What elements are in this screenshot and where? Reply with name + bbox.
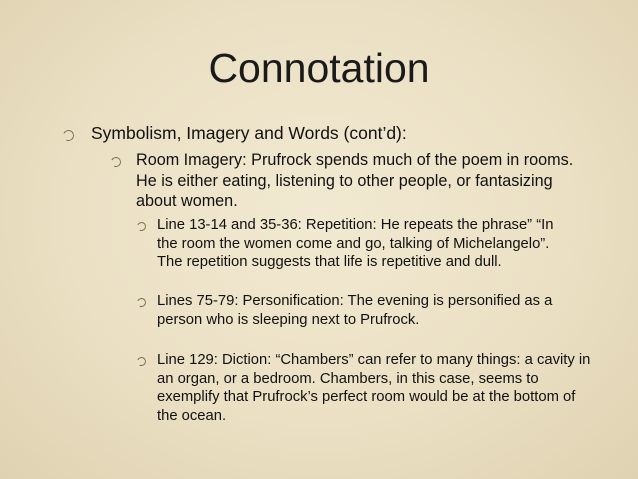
- bullet-level-3: [157, 351, 597, 425]
- bullet-text: Line 129: Diction: “Chambers” can refer to many things: a cavity in an organ, or a bedroom. Chambers, in this case, seems to exemplify that Prufrock’s perfect room would be at the bottom of the ocean.: [157, 352, 591, 424]
- bullet-text: Line 13-14 and 35-36: Repetition: He repeats the phrase” “In the room the women come and go, talking of Michelangelo”. The repetition suggests that life is repetitive and dull.: [157, 217, 554, 270]
- bullet-ring-icon: [61, 128, 75, 142]
- bullet-ring-icon: [136, 297, 148, 309]
- bullet-text: Lines 75-79: Personification: The evening is personified as a person who is sleeping next to Prufrock.: [157, 293, 553, 328]
- bullet-level-3: [157, 216, 577, 272]
- bullet-ring-icon: [110, 156, 123, 169]
- bullet-level-3: [157, 292, 577, 329]
- bullet-ring-icon: [136, 356, 148, 368]
- bullet-text: Room Imagery: Prufrock spends much of the poem in rooms. He is either eating, listening to other people, or fantasizing about women.: [136, 151, 574, 210]
- bullet-level-1: [91, 122, 611, 145]
- bullet-text: Symbolism, Imagery and Words (cont’d):: [91, 123, 407, 143]
- bullet-level-2: [136, 150, 576, 212]
- slide-title: Connotation: [208, 45, 430, 91]
- bullet-ring-icon: [136, 221, 148, 233]
